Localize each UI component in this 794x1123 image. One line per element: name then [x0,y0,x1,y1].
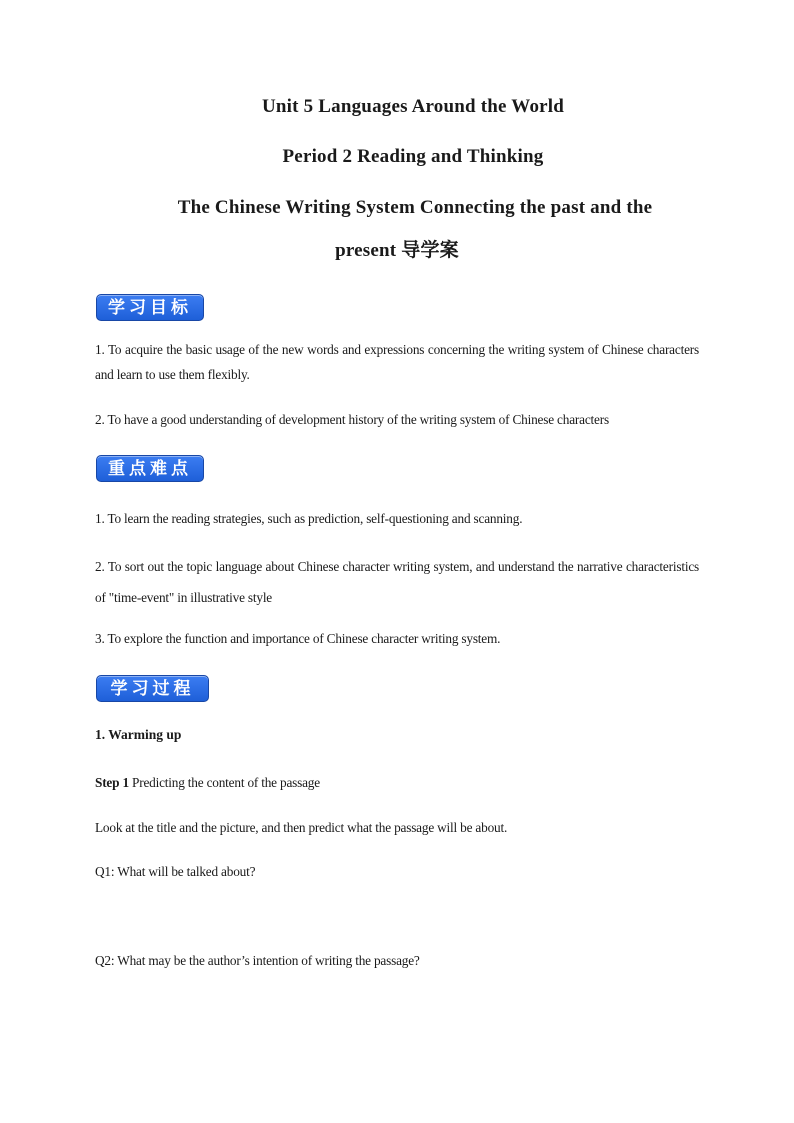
objectives-badge: 学习目标 [96,294,204,321]
question-1: Q1: What will be talked about? [95,864,256,879]
question-2: Q2: What may be the author’s intention of writing the passage? [95,953,420,968]
process-badge: 学习过程 [96,675,209,702]
step1-label: Step 1 [95,775,129,790]
passage-title-line2: present 导学案 [335,240,459,261]
step1-line [95,770,699,795]
instruction-text: Look at the title and the picture, and then predict what the passage will be about. [95,820,508,835]
unit-title: Unit 5 Languages Around the World [261,96,565,117]
key-point-item-1: 1. To learn the reading strategies, such as prediction, self-questioning and scanning. [95,511,523,526]
key-points-badge: 重点难点 [96,455,204,482]
key-point-item-3: 3. To explore the function and importance of Chinese character writing system. [95,631,501,646]
period-title: Period 2 Reading and Thinking [282,146,544,167]
passage-title-line1: The Chinese Writing System Connecting the past and the [177,197,653,218]
objective-item-2: 2. To have a good understanding of development history of the writing system of Chinese characters [95,412,609,427]
key-point-item-2: 2. To sort out the topic language about Chinese character writing system, and understand the narrative characteristics of "time-event" in illustrative style [95,559,699,605]
warming-up-heading: 1. Warming up [95,727,182,742]
step1-text: Predicting the content of the passage [128,775,320,790]
objective-item-1: 1. To acquire the basic usage of the new words and expressions concerning the writing system of Chinese characters and learn to use them flexibly. [95,342,699,382]
